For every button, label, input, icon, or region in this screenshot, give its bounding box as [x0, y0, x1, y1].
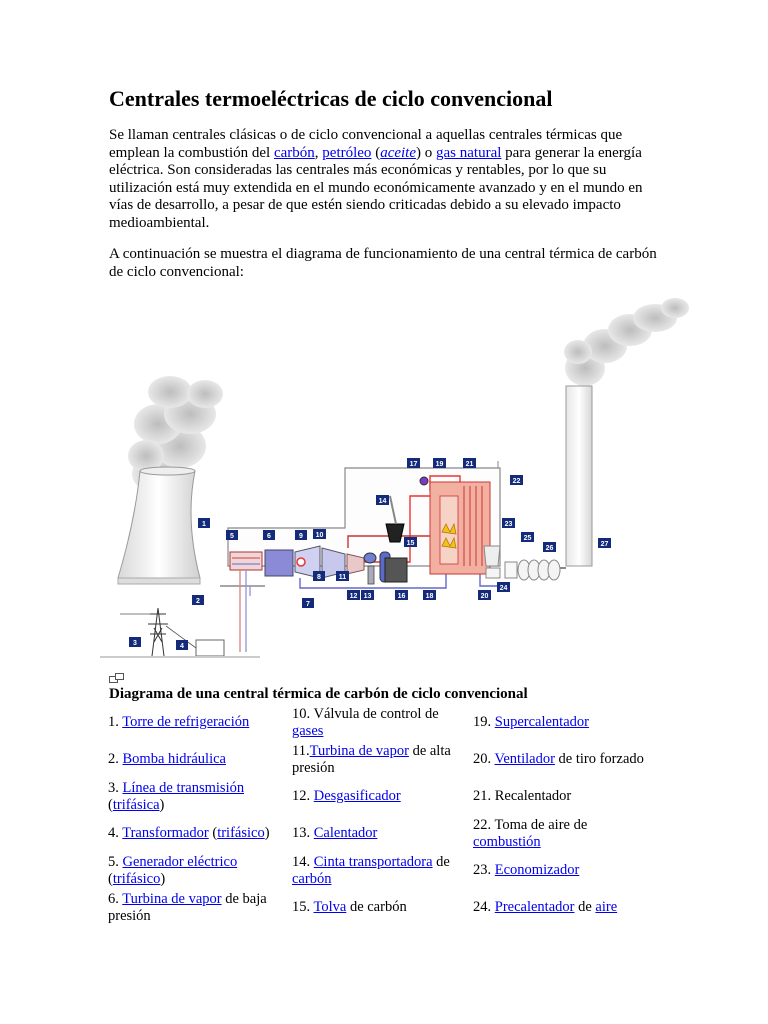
table-row: [107, 704, 654, 741]
diagram-label-2: [192, 595, 204, 605]
link-linea-transmision[interactable]: Línea de transmisión: [122, 780, 245, 796]
diagram-label-1: [198, 518, 210, 528]
legend-item-23: 23. Economizador: [473, 862, 580, 879]
diagram-label-4: [176, 640, 188, 650]
diagram-label-10: [313, 529, 326, 539]
svg-text:20: 20: [480, 593, 489, 600]
legend-item-14: 14. Cinta transportadora de carbón: [292, 854, 450, 887]
link-gas-natural[interactable]: gas natural: [436, 144, 502, 161]
diagram-label-26: [543, 542, 556, 552]
svg-text:15: 15: [406, 540, 415, 547]
legend-table: [107, 704, 654, 926]
svg-text:8: 8: [317, 574, 321, 581]
svg-text:5: 5: [230, 533, 234, 540]
diagram-label-13: [361, 590, 374, 600]
link-desgasificador[interactable]: Desgasificador: [313, 788, 401, 805]
legend-item-1: 1. Torre de refrigeración: [108, 714, 250, 731]
cooling-tower: [118, 471, 200, 578]
link-aire[interactable]: aire: [595, 899, 618, 916]
svg-text:21: 21: [465, 461, 474, 468]
link-petroleo[interactable]: petróleo: [322, 144, 372, 161]
diagram-label-8: [313, 571, 325, 581]
svg-text:4: 4: [180, 643, 184, 650]
link-carbon[interactable]: carbón: [273, 144, 315, 161]
link-cinta-transportadora[interactable]: Cinta transportadora: [313, 854, 433, 870]
diagram-label-21: [463, 458, 476, 468]
diagram-label-23: [502, 518, 515, 528]
chimney: [566, 386, 592, 566]
page-title: Centrales termoeléctricas de ciclo convencional: [109, 86, 553, 111]
link-trifasica[interactable]: trifásica: [112, 796, 160, 813]
intro-text-1: Se llaman centrales clásicas o de ciclo convencional a aquellas centrales térmicas que emplean la combustión del: [109, 127, 623, 161]
link-turbina-vapor-baja[interactable]: Turbina de vapor: [122, 891, 222, 907]
table-row: [107, 889, 654, 926]
diagram-label-25: [521, 532, 534, 542]
condenser: [230, 552, 262, 570]
high-pressure-turbine: [347, 554, 364, 574]
svg-text:2: 2: [196, 598, 200, 605]
boiler: [430, 482, 490, 574]
chimney-smoke: [564, 298, 689, 386]
legend-item-12: 12. Desgasificador: [292, 788, 401, 805]
link-turbina-vapor-alta[interactable]: Turbina de vapor: [309, 743, 409, 759]
diagram-label-14: [376, 495, 389, 505]
legend-item-19: 19. Supercalentador: [473, 714, 589, 731]
svg-text:27: 27: [600, 541, 609, 548]
link-trifasico-4[interactable]: trifásico: [217, 825, 265, 842]
intro-text-3: (: [371, 144, 381, 161]
table-row: [107, 815, 654, 852]
legend-item-21: 21. Recalentador: [473, 788, 572, 805]
svg-text:6: 6: [267, 533, 271, 540]
link-gases[interactable]: gases: [292, 722, 324, 739]
link-trifasico-5[interactable]: trifásico: [112, 870, 161, 887]
svg-text:13: 13: [363, 593, 372, 600]
svg-text:10: 10: [315, 532, 324, 539]
intro-text-4: ) o: [416, 144, 436, 161]
svg-text:1: 1: [202, 521, 206, 528]
svg-text:3: 3: [133, 640, 137, 647]
table-row: [107, 778, 654, 815]
link-supercalentador[interactable]: Supercalentador: [494, 714, 589, 731]
link-aceite[interactable]: aceite: [380, 144, 416, 161]
svg-text:26: 26: [545, 545, 554, 552]
diagram-label-11: [336, 571, 349, 581]
diagram-label-3: [129, 637, 141, 647]
link-bomba-hidraulica[interactable]: Bomba hidráulica: [122, 751, 226, 768]
coal-mill: [385, 558, 407, 582]
legend-item-5: 5. Generador eléctrico (trifásico): [108, 854, 238, 887]
legend-item-15: 15. Tolva de carbón: [292, 899, 407, 916]
diagram-label-5: [226, 530, 238, 540]
diagram-label-22: [510, 475, 523, 485]
link-precalentador[interactable]: Precalentador: [494, 899, 575, 916]
svg-text:18: 18: [425, 593, 434, 600]
legend-item-22: 22. Toma de aire de combustión: [473, 817, 588, 850]
svg-text:7: 7: [306, 601, 310, 608]
diagram-label-15: [404, 537, 417, 547]
svg-text:22: 22: [512, 478, 521, 485]
diagram-label-18: [423, 590, 436, 600]
diagram-label-6: [263, 530, 275, 540]
legend-item-11: 11.Turbina de vapor de alta presión: [292, 743, 451, 776]
table-row: [107, 852, 654, 889]
diagram-label-12: [347, 590, 360, 600]
svg-text:25: 25: [523, 535, 532, 542]
link-combustion[interactable]: combustión: [473, 833, 541, 850]
svg-text:17: 17: [409, 461, 418, 468]
diagram-label-9: [295, 530, 307, 540]
link-generador-electrico[interactable]: Generador eléctrico: [122, 854, 238, 870]
link-transformador[interactable]: Transformador: [122, 825, 209, 842]
air-preheater: [484, 546, 500, 566]
svg-text:24: 24: [499, 585, 508, 592]
fan-housing: [505, 562, 517, 578]
intro-text-2: ,: [314, 144, 323, 161]
diagram-label-27: [598, 538, 611, 548]
link-economizador[interactable]: Economizador: [494, 862, 580, 879]
enlarge-icon[interactable]: [109, 672, 125, 684]
svg-text:19: 19: [435, 461, 444, 468]
legend-item-6: 6. Turbina de vapor de baja presión: [108, 891, 267, 924]
legend-item-3: 3. Línea de transmisión (trifásica): [108, 780, 245, 813]
diagram-intro-paragraph: A continuación se muestra el diagrama de funcionamiento de una central térmica de carbón de ciclo convencional:: [109, 246, 657, 280]
link-ventilador[interactable]: Ventilador: [494, 751, 555, 768]
diagram-label-7: [302, 598, 314, 608]
link-calentador[interactable]: Calentador: [313, 825, 378, 842]
svg-text:23: 23: [504, 521, 513, 528]
deaerator: [364, 553, 376, 563]
power-plant-diagram: [100, 296, 690, 666]
legend-item-20: 20. Ventilador de tiro forzado: [473, 751, 644, 768]
link-tolva[interactable]: Tolva: [313, 899, 347, 916]
diagram-label-19: [433, 458, 446, 468]
link-carbon-14[interactable]: carbón: [292, 870, 332, 887]
svg-text:9: 9: [299, 533, 303, 540]
diagram-label-16: [395, 590, 408, 600]
svg-text:14: 14: [378, 498, 387, 505]
transmission-pylon: [148, 608, 168, 656]
legend-item-4: 4. Transformador (trifásico): [108, 825, 270, 842]
legend-item-2: 2. Bomba hidráulica: [108, 751, 226, 768]
generator: [265, 550, 293, 576]
transformer: [196, 640, 224, 656]
intro-paragraph: [109, 127, 669, 233]
diagram-label-24: [497, 582, 510, 592]
diagram-label-17: [407, 458, 420, 468]
svg-text:16: 16: [397, 593, 406, 600]
diagram-label-20: [478, 590, 491, 600]
electrostatic-precipitator: [518, 560, 560, 580]
table-row: [107, 741, 654, 778]
svg-text:11: 11: [338, 574, 347, 581]
intro-text-5: para generar la energía eléctrica. Son consideradas las centrales más económicas y rentables, por lo que su utilización está muy extendida en el mundo económicamente avanzado y en el mundo en vías de desarrollo, a pesar de que estén siendo criticadas debido a su elevado impacto medioambiental.: [109, 144, 643, 231]
legend-item-13: 13. Calentador: [292, 825, 378, 842]
link-torre-refrigeracion[interactable]: Torre de refrigeración: [122, 714, 250, 731]
diagram-caption: Diagrama de una central térmica de carbón de ciclo convencional: [109, 686, 528, 702]
legend-item-24: 24. Precalentador de aire: [473, 899, 618, 916]
legend-item-10: 10. Válvula de control de gases: [292, 706, 439, 739]
svg-text:12: 12: [349, 593, 358, 600]
